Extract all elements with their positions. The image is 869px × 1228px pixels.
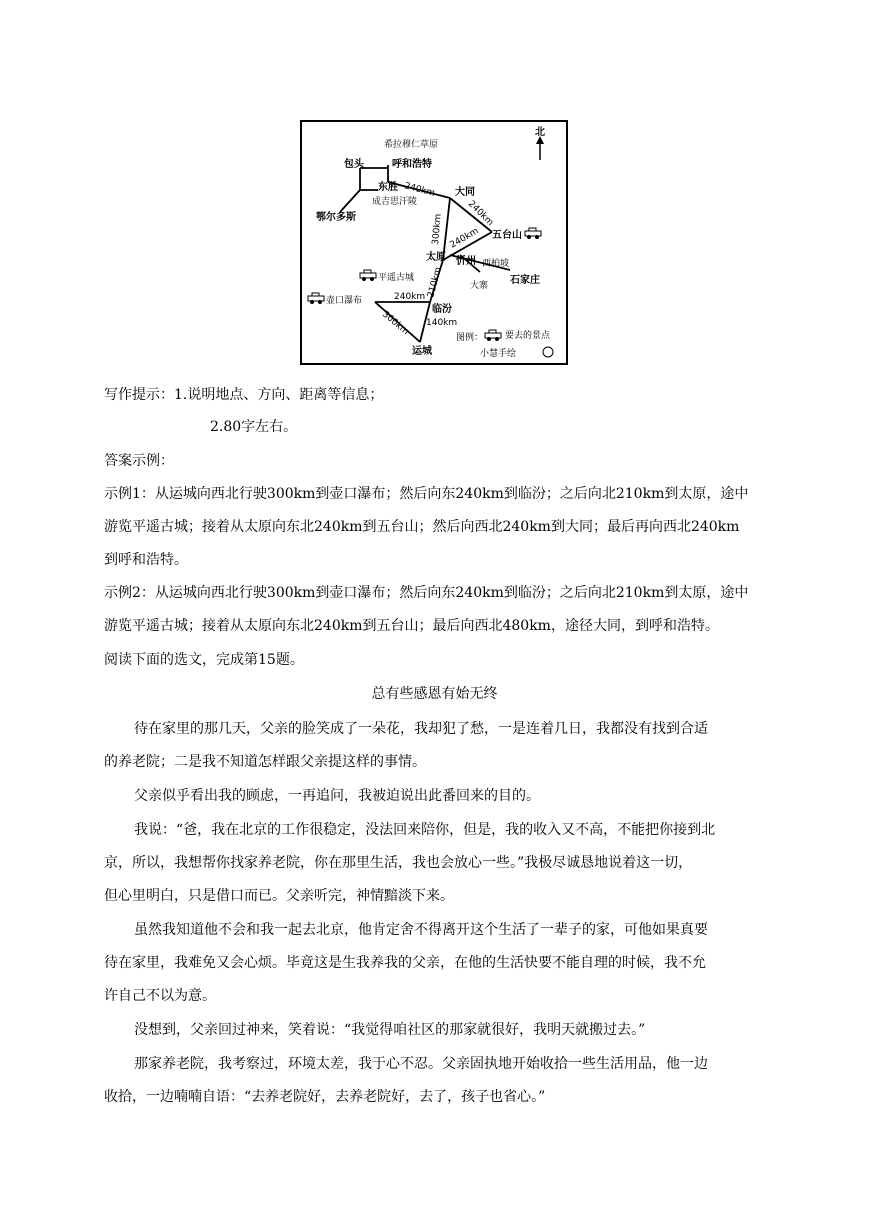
- place-dongsheng: 东胜: [378, 182, 398, 193]
- place-hohhot: 呼和浩特: [392, 159, 432, 170]
- paragraph-line: 待在家里，我难免又会心烦。毕竟这是生我养我的父亲，在他的生活快要不能自理的时候，我不允: [104, 955, 706, 971]
- paragraph-line: 那家养老院，我考察过，环境太差，我于心不忍。父亲固执地开始收拾一些生活用品，他一边: [134, 1056, 708, 1072]
- author-label: 小慧手绘: [480, 349, 517, 359]
- distance-linfen-taiyuan: 210km: [426, 266, 444, 299]
- distance-taiyuan-wutai: 240km: [448, 226, 481, 251]
- place-wutaishan: 五台山: [492, 230, 522, 241]
- place-dazhai: 大寨: [470, 281, 489, 291]
- paragraph-line: 父亲似乎看出我的顾虑，一再追问，我被迫说出此番回来的目的。: [134, 788, 540, 804]
- route-map-drawing: [300, 120, 568, 365]
- place-hukou: 壶口瀑布: [326, 296, 363, 306]
- paragraph-line: 收拾，一边喃喃自语：“去养老院好，去养老院好，去了，孩子也省心。”: [104, 1089, 546, 1105]
- place-chengjisihan: 成吉思汗陵: [372, 197, 418, 207]
- paragraph-line: 但心里明白，只是借口而已。父亲听完，神情黯淡下来。: [104, 888, 454, 904]
- paragraph-line: 待在家里的那几天，父亲的脸笑成了一朵花，我却犯了愁，一是连着几日，我都没有找到合适: [134, 721, 708, 737]
- example2-line: 游览平遥古城；接着从太原向东北240km到五台山；最后向西北480km，途径大同，到呼和浩特。: [104, 618, 719, 634]
- paragraph-line: 我说：“爸，我在北京的工作很稳定，没法回来陪你，但是，我的收入又不高，不能把你接到北: [134, 822, 716, 838]
- place-datong: 大同: [455, 187, 475, 198]
- distance-yuncheng-hukou: 300km: [380, 309, 411, 338]
- read-prompt: 阅读下面的选文，完成第15题。: [104, 652, 304, 668]
- example2-line: 示例2：从运城向西北行驶300km到壶口瀑布；然后向东240km到临汾；之后向北210km到太原，途中: [104, 585, 749, 601]
- example1-line: 游览平遥古城；接着从太原向东北240km到五台山；然后向西北240km到大同；最后再向西北240km: [104, 519, 740, 535]
- paragraph-line: 许自己不以为意。: [104, 988, 216, 1004]
- place-xilamuren: 希拉穆仁草原: [384, 140, 439, 150]
- place-xinzhou: 忻州: [456, 256, 476, 267]
- distance-datong-wutai: 240km: [465, 199, 495, 229]
- legend-text: 要去的景点: [505, 331, 551, 341]
- place-shijiazhuang: 石家庄: [510, 275, 540, 286]
- place-taiyuan: 太原: [426, 252, 446, 263]
- place-baotou: 包头: [344, 159, 364, 170]
- paragraph-line: 虽然我知道他不会和我一起去北京，他肯定舍不得离开这个生活了一辈子的家，可他如果真要: [134, 922, 708, 938]
- essay-title: 总有些感恩有始无终: [371, 686, 498, 702]
- north-label: 北: [535, 127, 545, 138]
- example1-line: 示例1：从运城向西北行驶300km到壶口瀑布；然后向东240km到临汾；之后向北210km到太原，途中: [104, 486, 749, 502]
- place-linfen: 临汾: [432, 304, 452, 315]
- paragraph-line: 的养老院；二是我不知道怎样跟父亲提这样的事情。: [104, 754, 426, 770]
- place-yuncheng: 运城: [412, 346, 432, 357]
- example1-line: 到呼和浩特。: [104, 552, 188, 568]
- place-xibaipo: 西柏坡: [482, 259, 510, 269]
- route-map: [300, 120, 568, 365]
- distance-taiyuan-datong: 300km: [431, 213, 444, 246]
- legend-label: 图例：: [456, 333, 484, 343]
- paragraph-line: 没想到，父亲回过神来，笑着说：“我觉得咱社区的那家就很好，我明天就搬过去。”: [134, 1022, 646, 1038]
- place-ordos: 鄂尔多斯: [316, 212, 356, 223]
- paragraph-line: 京，所以，我想帮你找家养老院，你在那里生活，我也会放心一些。”我极尽诚恳地说着这一切，: [104, 855, 693, 871]
- distance-hohhot-datong: 240km: [403, 181, 436, 199]
- distance-hukou-linfen: 240km: [394, 292, 426, 302]
- distance-yuncheng-linfen: 140km: [426, 318, 458, 328]
- tip-line-2: 2.80字左右。: [210, 419, 298, 435]
- answer-heading: 答案示例：: [104, 453, 174, 469]
- place-pingyao: 平遥古城: [378, 273, 415, 283]
- tip-line-1: 写作提示：1.说明地点、方向、距离等信息；: [104, 387, 384, 403]
